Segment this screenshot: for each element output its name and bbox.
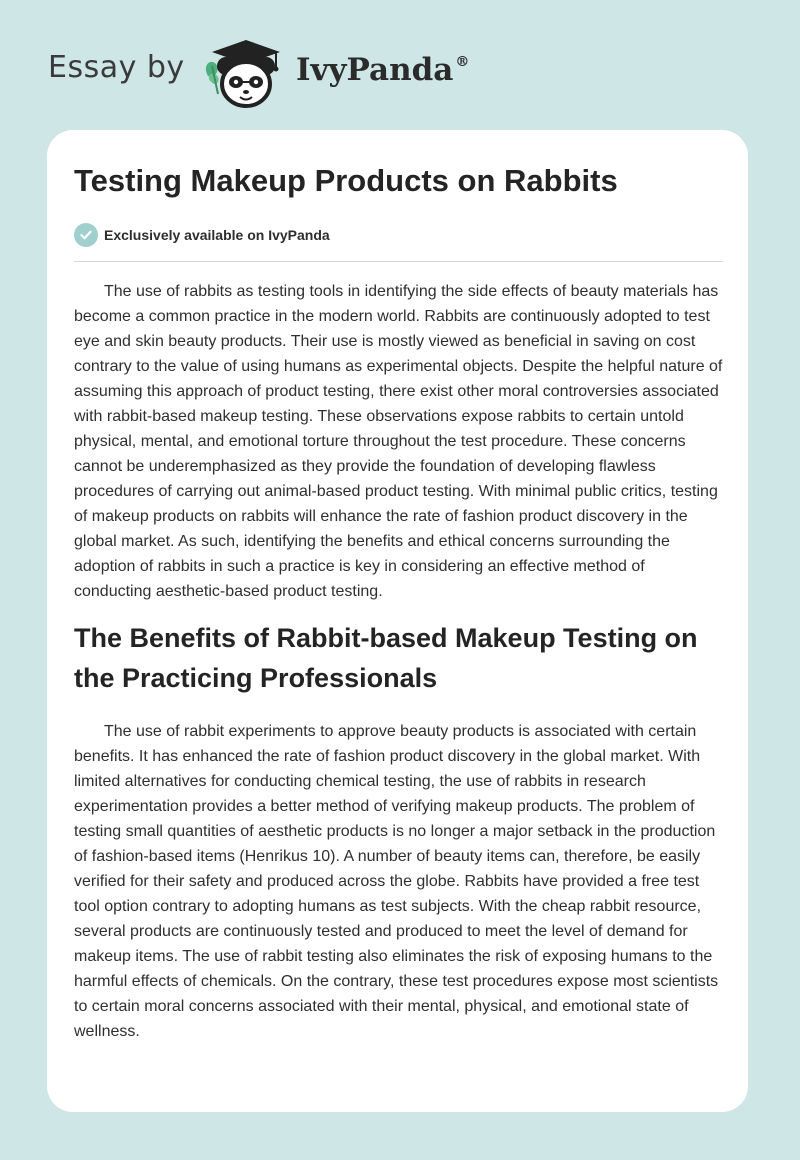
paragraph-intro: The use of rabbits as testing tools in identifying the side effects of beauty materials has become a common practice in the modern world. Rabbits are continuously adopted to test eye and skin beauty products. Their use is mostly viewed as beneficial in saving on cost contrary to the value of using humans as experimental objects. Despite the helpful nature of assuming this approach of product testing, there exist other moral controversies associated with rabbit-based makeup testing. These observations expose rabbits to certain untold physical, mental, and emotional torture throughout the test procedure. These concerns cannot be underemphasized as they provide the foundation of developing flawless procedures of carrying out animal-based product testing. With minimal public critics, testing of makeup products on rabbits will enhance the rate of fashion product discovery in the global market. As such, identifying the benefits and ethical concerns surrounding the adoption of rabbits in such a practice is key in considering an effective method of conducting aesthetic-based product testing. — [74, 283, 723, 600]
registered-mark: ® — [455, 54, 470, 70]
panda-graduation-cap-icon[interactable] — [200, 36, 290, 110]
page-title: Testing Makeup Products on Rabbits — [74, 163, 618, 198]
essay-card — [47, 130, 748, 1112]
divider — [74, 261, 723, 262]
exclusive-badge — [74, 223, 330, 247]
exclusive-badge-label: Exclusively available on IvyPanda — [104, 227, 330, 243]
brand-name: IvyPanda — [296, 52, 454, 88]
paragraph-benefits: The use of rabbit experiments to approve beauty products is associated with certain benefits. It has enhanced the rate of fashion product discovery in the global market. With limited alternatives for conducting chemical testing, the use of rabbits in research experimentation provides a better method of verifying makeup products. The problem of testing small quantities of aesthetic products is no longer a major setback in the production of fashion-based items (Henrikus 10). A number of beauty items can, therefore, be easily verified for their safety and produced across the globe. Rabbits have provided a free test tool option contrary to adopting humans as test subjects. With the cheap rabbit resource, several products are continuously tested and produced to meet the level of demand for makeup items. The use of rabbit testing also eliminates the risk of exposing humans to the harmful effects of chemicals. On the contrary, these test procedures expose most scientists to certain moral concerns associated with their mental, physical, and emotional state of wellness. — [74, 723, 719, 1040]
check-circle-icon — [74, 223, 98, 247]
essay-by-label: Essay by — [48, 50, 185, 85]
site-header — [0, 0, 800, 130]
section-heading: The Benefits of Rabbit-based Makeup Testing on the Practicing Professionals — [74, 623, 698, 693]
brand-logo[interactable] — [296, 52, 469, 88]
